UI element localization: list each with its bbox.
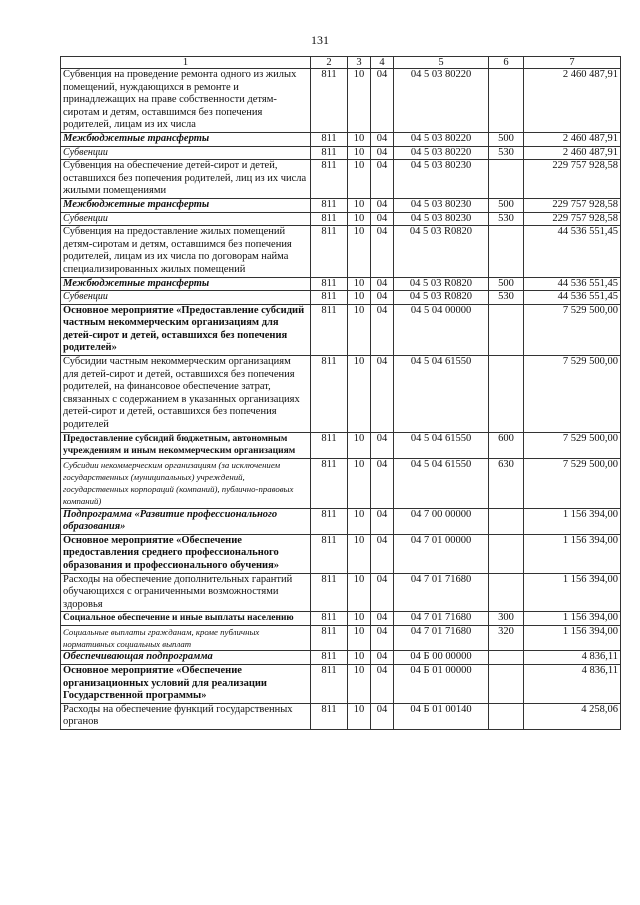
subsection-cell: 04 xyxy=(371,226,394,277)
table-row xyxy=(61,651,621,665)
subsection-cell: 04 xyxy=(371,277,394,291)
target-article-cell: 04 5 03 80220 xyxy=(394,132,489,146)
table-row xyxy=(61,573,621,612)
target-article-cell: 04 5 03 R0820 xyxy=(394,291,489,305)
row-name-cell: Расходы на обеспечение дополнительных гарантий обучающихся с ограниченными возможностями здоровья xyxy=(61,573,311,612)
subsection-cell: 04 xyxy=(371,573,394,612)
expense-type-cell xyxy=(489,304,524,355)
header-cell-6: 6 xyxy=(489,57,524,69)
amount-cell: 229 757 928,58 xyxy=(524,198,621,212)
expense-type-cell xyxy=(489,356,524,433)
section-cell: 10 xyxy=(348,612,371,626)
row-name-cell: Субвенция на предоставление жилых помещений детям-сиротам и детям, оставшимся без попечения родителей, лицам из их числа по договорам найма специализированных жилых помещений xyxy=(61,226,311,277)
amount-cell: 4 258,06 xyxy=(524,703,621,729)
ministry-code-cell: 811 xyxy=(311,432,348,458)
table-row xyxy=(61,625,621,650)
ministry-code-cell: 811 xyxy=(311,226,348,277)
amount-cell: 1 156 394,00 xyxy=(524,625,621,650)
section-cell: 10 xyxy=(348,226,371,277)
table-row xyxy=(61,291,621,305)
row-name-cell: Основное мероприятие «Предоставление субсидий частным некоммерческим организациям для детей-сирот и детей, оставшихся без попечения родителей» xyxy=(61,304,311,355)
expense-type-cell xyxy=(489,573,524,612)
target-article-cell: 04 5 04 61550 xyxy=(394,432,489,458)
table-row xyxy=(61,508,621,534)
table-row xyxy=(61,703,621,729)
subsection-cell: 04 xyxy=(371,291,394,305)
expense-type-cell: 530 xyxy=(489,212,524,226)
target-article-cell: 04 5 03 80220 xyxy=(394,146,489,160)
subsection-cell: 04 xyxy=(371,356,394,433)
table-row xyxy=(61,664,621,703)
row-name-cell: Расходы на обеспечение функций государственных органов xyxy=(61,703,311,729)
amount-cell: 7 529 500,00 xyxy=(524,432,621,458)
target-article-cell: 04 5 03 80220 xyxy=(394,69,489,133)
subsection-cell: 04 xyxy=(371,651,394,665)
row-name-cell: Субсидии некоммерческим организациям (за исключением государственных (муниципальных) учреждений, государственных корпораций (компаний), публично-правовых компаний) xyxy=(61,458,311,508)
amount-cell: 4 836,11 xyxy=(524,664,621,703)
subsection-cell: 04 xyxy=(371,534,394,573)
table-row xyxy=(61,304,621,355)
section-cell: 10 xyxy=(348,198,371,212)
target-article-cell: 04 5 03 80230 xyxy=(394,160,489,199)
page-number: 131 xyxy=(311,33,329,47)
table-row xyxy=(61,69,621,133)
subsection-cell: 04 xyxy=(371,212,394,226)
table-row xyxy=(61,132,621,146)
amount-cell: 4 836,11 xyxy=(524,651,621,665)
table-row xyxy=(61,146,621,160)
row-name-cell: Социальные выплаты гражданам, кроме публичных нормативных социальных выплат xyxy=(61,625,311,650)
expense-type-cell xyxy=(489,534,524,573)
subsection-cell: 04 xyxy=(371,432,394,458)
ministry-code-cell: 811 xyxy=(311,534,348,573)
section-cell: 10 xyxy=(348,432,371,458)
amount-cell: 1 156 394,00 xyxy=(524,573,621,612)
row-name-cell: Субвенция на проведение ремонта одного из жилых помещений, нуждающихся в ремонте и принадлежащих на праве собственности детям-сиротам и детям, оставшимся без попечения родителей, лицам из их числа xyxy=(61,69,311,133)
expense-type-cell: 500 xyxy=(489,198,524,212)
header-cell-5: 5 xyxy=(394,57,489,69)
row-name-cell: Обеспечивающая подпрограмма xyxy=(61,651,311,665)
ministry-code-cell: 811 xyxy=(311,625,348,650)
target-article-cell: 04 7 01 71680 xyxy=(394,612,489,626)
subsection-cell: 04 xyxy=(371,508,394,534)
section-cell: 10 xyxy=(348,160,371,199)
section-cell: 10 xyxy=(348,356,371,433)
subsection-cell: 04 xyxy=(371,69,394,133)
ministry-code-cell: 811 xyxy=(311,160,348,199)
expense-type-cell xyxy=(489,508,524,534)
expense-type-cell: 320 xyxy=(489,625,524,650)
target-article-cell: 04 5 03 R0820 xyxy=(394,226,489,277)
section-cell: 10 xyxy=(348,625,371,650)
amount-cell: 229 757 928,58 xyxy=(524,160,621,199)
expense-type-cell: 300 xyxy=(489,612,524,626)
row-name-cell: Субвенции xyxy=(61,291,311,305)
header-cell-1: 1 xyxy=(61,57,311,69)
subsection-cell: 04 xyxy=(371,132,394,146)
section-cell: 10 xyxy=(348,146,371,160)
section-cell: 10 xyxy=(348,508,371,534)
amount-cell: 1 156 394,00 xyxy=(524,508,621,534)
ministry-code-cell: 811 xyxy=(311,69,348,133)
subsection-cell: 04 xyxy=(371,198,394,212)
target-article-cell: 04 7 01 00000 xyxy=(394,534,489,573)
ministry-code-cell: 811 xyxy=(311,664,348,703)
table-row xyxy=(61,198,621,212)
expense-type-cell xyxy=(489,703,524,729)
header-cell-7: 7 xyxy=(524,57,621,69)
amount-cell: 1 156 394,00 xyxy=(524,534,621,573)
target-article-cell: 04 5 03 80230 xyxy=(394,198,489,212)
section-cell: 10 xyxy=(348,277,371,291)
table-row xyxy=(61,356,621,433)
row-name-cell: Социальное обеспечение и иные выплаты населению xyxy=(61,612,311,626)
ministry-code-cell: 811 xyxy=(311,703,348,729)
row-name-cell: Субвенции xyxy=(61,146,311,160)
section-cell: 10 xyxy=(348,458,371,508)
expense-type-cell: 530 xyxy=(489,291,524,305)
amount-cell: 2 460 487,91 xyxy=(524,146,621,160)
amount-cell: 2 460 487,91 xyxy=(524,69,621,133)
amount-cell: 2 460 487,91 xyxy=(524,132,621,146)
table-row xyxy=(61,277,621,291)
table-row xyxy=(61,612,621,626)
table-row xyxy=(61,226,621,277)
target-article-cell: 04 Б 01 00140 xyxy=(394,703,489,729)
subsection-cell: 04 xyxy=(371,664,394,703)
ministry-code-cell: 811 xyxy=(311,277,348,291)
table-header-row xyxy=(61,57,621,69)
expense-type-cell: 630 xyxy=(489,458,524,508)
row-name-cell: Межбюджетные трансферты xyxy=(61,198,311,212)
expense-type-cell xyxy=(489,69,524,133)
header-cell-4: 4 xyxy=(371,57,394,69)
target-article-cell: 04 5 04 61550 xyxy=(394,356,489,433)
expense-type-cell xyxy=(489,664,524,703)
row-name-cell: Предоставление субсидий бюджетным, автономным учреждениям и иным некоммерческим организациям xyxy=(61,432,311,458)
row-name-cell: Основное мероприятие «Обеспечение организационных условий для реализации Государственной программы» xyxy=(61,664,311,703)
target-article-cell: 04 Б 01 00000 xyxy=(394,664,489,703)
ministry-code-cell: 811 xyxy=(311,612,348,626)
expense-type-cell: 500 xyxy=(489,277,524,291)
row-name-cell: Субсидии частным некоммерческим организациям для детей-сирот и детей, оставшихся без попечения родителей, на финансовое обеспечение затрат, связанных с содержанием в указанных организациях детей-сирот и детей, оставшихся без попечения родителей xyxy=(61,356,311,433)
target-article-cell: 04 7 01 71680 xyxy=(394,625,489,650)
header-cell-3: 3 xyxy=(348,57,371,69)
amount-cell: 229 757 928,58 xyxy=(524,212,621,226)
section-cell: 10 xyxy=(348,69,371,133)
ministry-code-cell: 811 xyxy=(311,651,348,665)
row-name-cell: Межбюджетные трансферты xyxy=(61,277,311,291)
ministry-code-cell: 811 xyxy=(311,146,348,160)
row-name-cell: Субвенция на обеспечение детей-сирот и детей, оставшихся без попечения родителей, лиц из их числа жилыми помещениями xyxy=(61,160,311,199)
subsection-cell: 04 xyxy=(371,146,394,160)
row-name-cell: Межбюджетные трансферты xyxy=(61,132,311,146)
table-row xyxy=(61,432,621,458)
subsection-cell: 04 xyxy=(371,625,394,650)
row-name-cell: Подпрограмма «Развитие профессионального образования» xyxy=(61,508,311,534)
subsection-cell: 04 xyxy=(371,612,394,626)
amount-cell: 7 529 500,00 xyxy=(524,458,621,508)
expense-type-cell: 600 xyxy=(489,432,524,458)
table-row xyxy=(61,212,621,226)
target-article-cell: 04 7 01 71680 xyxy=(394,573,489,612)
table-row xyxy=(61,458,621,508)
ministry-code-cell: 811 xyxy=(311,573,348,612)
section-cell: 10 xyxy=(348,212,371,226)
row-name-cell: Субвенции xyxy=(61,212,311,226)
section-cell: 10 xyxy=(348,291,371,305)
ministry-code-cell: 811 xyxy=(311,132,348,146)
subsection-cell: 04 xyxy=(371,458,394,508)
ministry-code-cell: 811 xyxy=(311,356,348,433)
expense-type-cell xyxy=(489,226,524,277)
expense-type-cell: 500 xyxy=(489,132,524,146)
subsection-cell: 04 xyxy=(371,304,394,355)
amount-cell: 1 156 394,00 xyxy=(524,612,621,626)
section-cell: 10 xyxy=(348,573,371,612)
ministry-code-cell: 811 xyxy=(311,198,348,212)
table-row xyxy=(61,534,621,573)
target-article-cell: 04 5 04 00000 xyxy=(394,304,489,355)
section-cell: 10 xyxy=(348,534,371,573)
amount-cell: 44 536 551,45 xyxy=(524,226,621,277)
section-cell: 10 xyxy=(348,651,371,665)
expense-type-cell xyxy=(489,160,524,199)
amount-cell: 44 536 551,45 xyxy=(524,277,621,291)
budget-table xyxy=(60,56,621,730)
target-article-cell: 04 5 04 61550 xyxy=(394,458,489,508)
section-cell: 10 xyxy=(348,703,371,729)
target-article-cell: 04 7 00 00000 xyxy=(394,508,489,534)
table-row xyxy=(61,160,621,199)
amount-cell: 44 536 551,45 xyxy=(524,291,621,305)
ministry-code-cell: 811 xyxy=(311,508,348,534)
expense-type-cell: 530 xyxy=(489,146,524,160)
target-article-cell: 04 5 03 80230 xyxy=(394,212,489,226)
amount-cell: 7 529 500,00 xyxy=(524,356,621,433)
row-name-cell: Основное мероприятие «Обеспечение предоставления среднего профессионального образования и профессионального обучения» xyxy=(61,534,311,573)
ministry-code-cell: 811 xyxy=(311,458,348,508)
section-cell: 10 xyxy=(348,132,371,146)
ministry-code-cell: 811 xyxy=(311,212,348,226)
section-cell: 10 xyxy=(348,664,371,703)
amount-cell: 7 529 500,00 xyxy=(524,304,621,355)
ministry-code-cell: 811 xyxy=(311,291,348,305)
header-cell-2: 2 xyxy=(311,57,348,69)
section-cell: 10 xyxy=(348,304,371,355)
target-article-cell: 04 5 03 R0820 xyxy=(394,277,489,291)
subsection-cell: 04 xyxy=(371,703,394,729)
subsection-cell: 04 xyxy=(371,160,394,199)
expense-type-cell xyxy=(489,651,524,665)
target-article-cell: 04 Б 00 00000 xyxy=(394,651,489,665)
ministry-code-cell: 811 xyxy=(311,304,348,355)
